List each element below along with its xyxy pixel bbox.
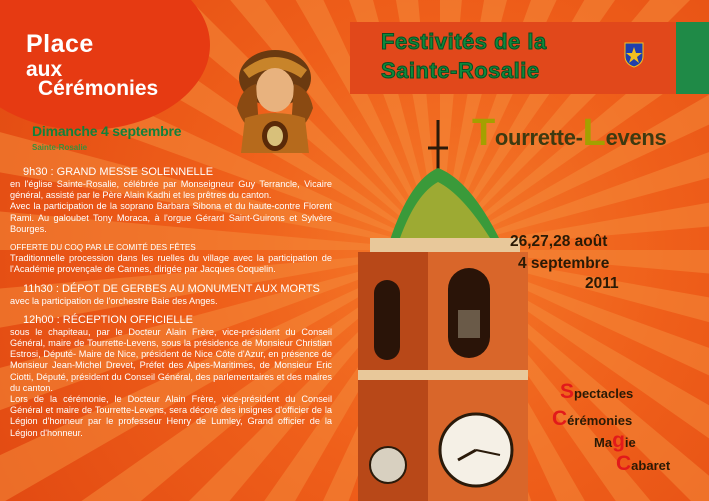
activity-magie: Magie (594, 429, 636, 452)
program-item (10, 394, 332, 439)
town-initial-l: L (582, 112, 606, 154)
program-text-block: Traditionnelle procession dans les ruelles du village avec la participation de l'Académie provençale de Cannes, dirigée par Jacques Coquelin. (10, 253, 332, 275)
program-item (10, 201, 332, 235)
town-part1: ourrette- (494, 125, 583, 150)
program-text-block: Avec la participation de la soprano Barbara Sibona et du haute-contre Florent Rami. Au galoubet Tony Moraca, à l'orgue Gérard Saint-Guirons et Sylvère Bourges. (10, 201, 332, 234)
saint-rosalie-statue-image (221, 48, 329, 153)
title-place: Place (26, 30, 94, 58)
program-text-block: Lors de la cérémonie, le Docteur Alain Frère, vice-président du Conseil Général et maire de Tourrette-Levens, sera décoré des insignes d'officier de la Légion d'honneur par le professeur Henry de Lumley, Grand officier de la Légion d'honneur. (10, 394, 332, 438)
program-item (10, 283, 332, 307)
program-text-block: avec la participation de l'orchestre Baie des Anges. (10, 295, 218, 306)
town-part2: evens (605, 125, 667, 150)
title-aux: aux (26, 58, 63, 81)
program-item (10, 242, 332, 276)
program-heading: OFFERTE DU COQ PAR LE COMITÉ DES FÊTES (10, 243, 196, 253)
program-item (10, 314, 332, 394)
date-subheading: Sainte-Rosalie (32, 143, 88, 152)
town-name (472, 112, 666, 155)
coat-of-arms-icon (624, 42, 644, 68)
festivites-title-line1: Festivités de la (381, 29, 547, 54)
title-ceremonies: Cérémonies (38, 77, 159, 100)
activity-spectacles: Spectacles (560, 380, 634, 403)
town-initial-t: T (472, 112, 495, 154)
bell-tower-image (330, 120, 610, 501)
activity-ceremonies: Cérémonies (552, 407, 633, 430)
program-text-block: en l'église Sainte-Rosalie, célébrée par Monseigneur Guy Terrancle, Vicaire général, assisté par le Père Alain Kadhi et les prêtres du canton. (10, 179, 332, 201)
dates-line2: 4 septembre (518, 255, 610, 272)
activity-cabaret: Cabaret (616, 452, 671, 475)
festivites-title-line2: Sainte-Rosalie (381, 58, 540, 83)
date-heading: Dimanche 4 septembre (32, 123, 182, 139)
program-text (10, 166, 332, 439)
dates-line1: 26,27,28 août (510, 233, 608, 250)
program-heading: 9h30 : GRAND MESSE SOLENNELLE (23, 166, 214, 178)
program-heading: 12h00 : RÉCEPTION OFFICIELLE (23, 313, 193, 326)
program-heading: 11h30 : DÉPOT DE GERBES AU MONUMENT AUX MORTS (23, 282, 320, 295)
dates-line3: 2011 (585, 275, 619, 292)
program-item (10, 166, 332, 201)
green-accent-bar (676, 22, 709, 94)
program-text-block: sous le chapiteau, par le Docteur Alain Frère, vice-président du Conseil Général, maire de Tourrette-Levens, sous la présidence de Monsieur Christian Estrosi, Député- Maire de Nice, président de Nice Côte d'Azur, en présence de Monsieur Jean-Michel Drevet, Préfet des Alpes-Maritimes, de Monsieur Eric Ciotti, Député, président du Conseil Général, des parlementaires et des maires du canton. (10, 326, 332, 393)
